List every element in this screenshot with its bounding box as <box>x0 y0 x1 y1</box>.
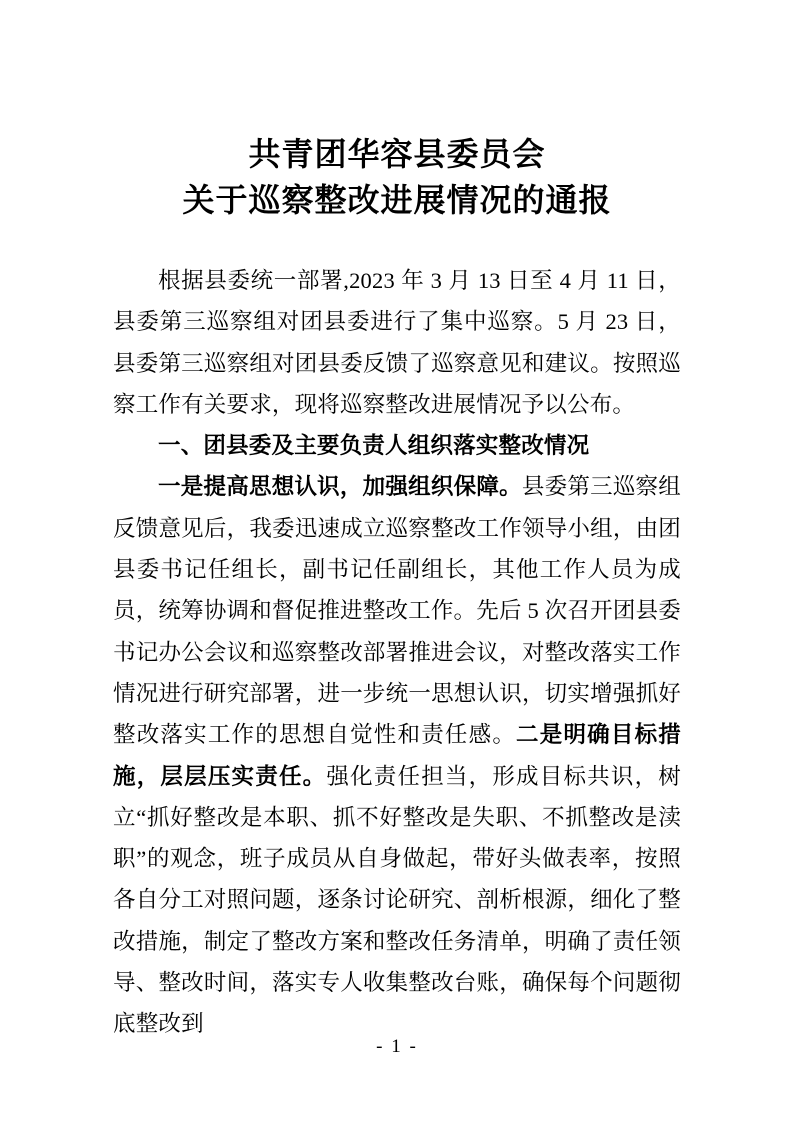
title-line-1: 共青团华容县委员会 <box>248 136 546 172</box>
intro-text: 根据县委统一部署,2023 年 3 月 13 日至 4 月 11 日，县委第三巡察组对团县委进行了集中巡察。5 月 23 日，县委第三巡察组对团县委反馈了巡察意见和建议。按照巡察工作有关要求，现将巡察整改进展情况予以公布。 <box>113 268 681 417</box>
title-line-2: 关于巡察整改进展情况的通报 <box>182 182 612 218</box>
lead-in-first-point: 一是提高思想认识，加强组织保障。 <box>158 474 522 500</box>
first-point-text: 县委第三巡察组反馈意见后，我委迅速成立巡察整改工作领导小组，由团县委书记任组长，副书记任副组长，其他工作人员为成员，统筹协调和督促推进整改工作。先后 5 次召开团县委书记办公会议和巡察整改部署推进会议，对整改落实工作情况进行研究部署，进一步统一思想认识，切实增强抓好整改落实工作的思想自觉性和责任感。 <box>113 474 682 748</box>
lead-in-second-point: 二是明确目标措施，层层压实责任。 <box>113 722 681 789</box>
paragraph-intro <box>113 260 681 425</box>
paragraph-section-1 <box>113 466 681 1044</box>
section-heading-1-text: 一、团县委及主要负责人组织落实整改情况 <box>158 433 590 459</box>
page-number: - 1 - <box>376 1036 418 1057</box>
second-point-text: 强化责任担当，形成目标共识，树立“抓好整改是本职、抓不好整改是失职、不抓整改是渎职”的观念，班子成员从自身做起，带好头做表率，按照各自分工对照问题，逐条讨论研究、剖析根源，细化了整改措施，制定了整改方案和整改任务清单，明确了责任领导、整改时间，落实专人收集整改台账，确保每个问题彻底整改到 <box>113 763 681 1037</box>
document-title <box>0 131 794 223</box>
document-body <box>113 260 681 1045</box>
section-heading-1 <box>113 425 681 466</box>
